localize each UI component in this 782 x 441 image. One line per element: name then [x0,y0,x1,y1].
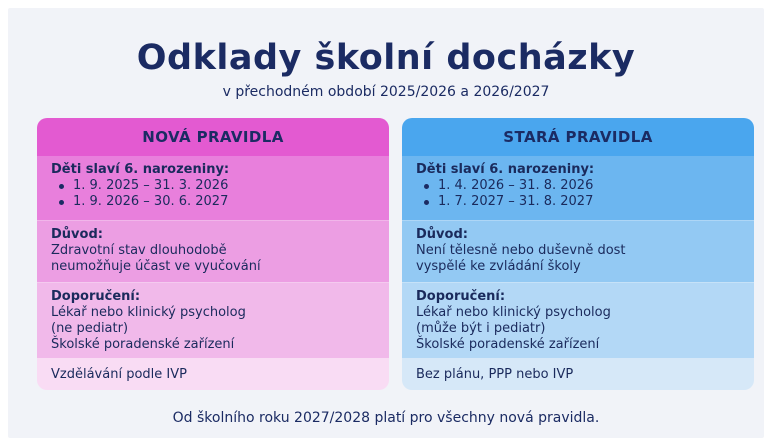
page-subtitle: v přechodném období 2025/2026 a 2026/2027 [222,84,550,100]
new-birthday-section [37,156,389,220]
new-rules-heading: NOVÁ PRAVIDLA [37,118,389,156]
infographic-card [8,8,764,438]
page-title: Odklady školní docházky [136,38,636,78]
new-reason-section [37,220,389,282]
old-recommend-line: (může být i pediatr) [416,321,546,336]
old-reason-section [402,220,754,282]
new-date-list [51,178,375,210]
old-rules-column [402,118,754,390]
new-birthday-label: Děti slaví 6. narozeniny: [51,162,230,177]
new-date-item: 1. 9. 2025 – 31. 3. 2026 [73,178,375,194]
old-date-item: 1. 7. 2027 – 31. 8. 2027 [438,194,740,210]
old-birthday-label: Děti slaví 6. narozeniny: [416,162,595,177]
old-reason-label: Důvod: [416,227,468,242]
new-recommend-line: (ne pediatr) [51,321,129,336]
old-date-list [416,178,740,210]
old-recommend-line: Lékař nebo klinický psycholog [416,305,611,320]
old-date-item: 1. 4. 2026 – 31. 8. 2026 [438,178,740,194]
new-rules-column [37,118,389,390]
old-recommend-line: Školské poradenské zařízení [416,337,600,352]
new-recommend-label: Doporučení: [51,289,141,304]
new-education-text: Vzdělávání podle IVP [51,367,187,382]
new-date-item: 1. 9. 2026 – 30. 6. 2027 [73,194,375,210]
old-birthday-section [402,156,754,220]
old-education-text: Bez plánu, PPP nebo IVP [416,367,574,382]
new-reason-label: Důvod: [51,227,103,242]
new-recommend-section [37,282,389,358]
new-recommend-line: Lékař nebo klinický psycholog [51,305,246,320]
old-recommend-section [402,282,754,358]
old-reason-line: vyspělé ke zvládání školy [416,259,581,274]
old-education-section [402,358,754,390]
new-reason-line: Zdravotní stav dlouhodobě [51,243,227,258]
old-reason-line: Není tělesně nebo duševně dost [416,243,626,258]
new-education-section [37,358,389,390]
footer-note: Od školního roku 2027/2028 platí pro všechny nová pravidla. [172,410,600,426]
new-recommend-line: Školské poradenské zařízení [51,337,235,352]
old-rules-heading: STARÁ PRAVIDLA [402,118,754,156]
new-reason-line: neumožňuje účast ve vyučování [51,259,261,274]
old-recommend-label: Doporučení: [416,289,506,304]
